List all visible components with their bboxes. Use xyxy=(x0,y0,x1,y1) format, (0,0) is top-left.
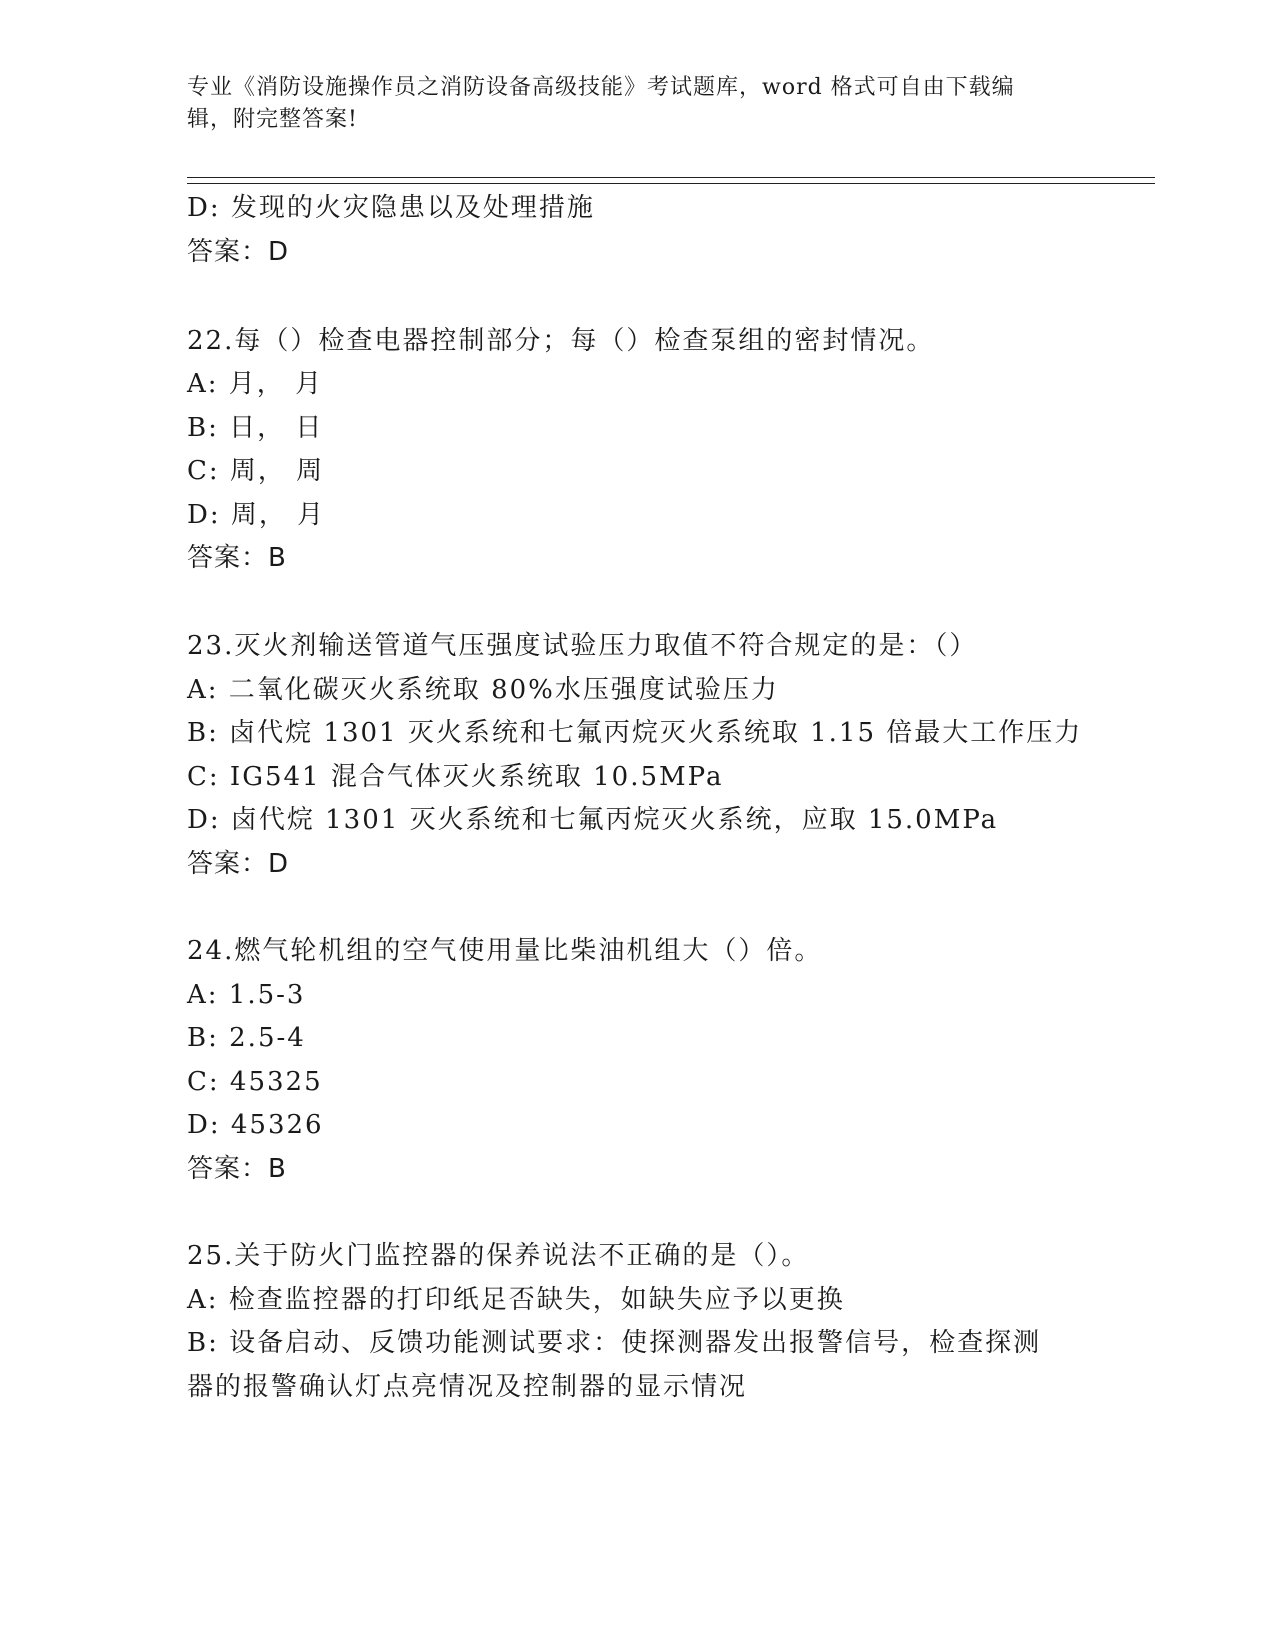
q22-answer: 答案：B xyxy=(187,543,287,573)
q22-question: 22.每（）检查电器控制部分；每（）检查泵组的密封情况。 xyxy=(187,326,935,356)
q25-option-b-line-1: B: 设备启动、反馈功能测试要求：使探测器发出报警信号，检查探测 xyxy=(187,1328,1042,1358)
header-intro-line-2: 辑，附完整答案! xyxy=(187,107,358,132)
header-intro-line-1: 专业《消防设施操作员之消防设备高级技能》考试题库，word 格式可自由下载编 xyxy=(187,75,1015,100)
q25-option-a: A: 检查监控器的打印纸足否缺失，如缺失应予以更换 xyxy=(187,1285,845,1315)
q24-question: 24.燃气轮机组的空气使用量比柴油机组大（）倍。 xyxy=(187,936,823,966)
document-header xyxy=(187,72,1087,136)
q24-answer: 答案：B xyxy=(187,1154,287,1184)
q25-question: 25.关于防火门监控器的保养说法不正确的是（）。 xyxy=(187,1241,810,1271)
q23-option-d: D: 卤代烷 1301 灭火系统和七氟丙烷灭火系统，应取 15.0MPa xyxy=(187,805,999,835)
q22-option-a: A: 月， 月 xyxy=(187,369,324,399)
q24-option-a: A: 1.5-3 xyxy=(187,980,306,1010)
prev-option-d: D: 发现的火灾隐患以及处理措施 xyxy=(187,193,595,223)
q24-option-b: B: 2.5-4 xyxy=(187,1023,306,1053)
q22-option-d: D: 周， 月 xyxy=(187,500,326,530)
q23-option-c: C: IG541 混合气体灭火系统取 10.5MPa xyxy=(187,762,724,792)
q25-option-b-line-2: 器的报警确认灯点亮情况及控制器的显示情况 xyxy=(187,1372,748,1402)
q23-answer: 答案：D xyxy=(187,849,290,879)
header-divider-bottom xyxy=(187,183,1155,184)
q23-option-b: B: 卤代烷 1301 灭火系统和七氟丙烷灭火系统取 1.15 倍最大工作压力 xyxy=(187,718,1083,748)
q23-option-a: A: 二氧化碳灭火系统取 80%水压强度试验压力 xyxy=(187,675,779,705)
q24-option-c: C: 45325 xyxy=(187,1067,323,1097)
q22-option-b: B: 日， 日 xyxy=(187,413,324,443)
q24-option-d: D: 45326 xyxy=(187,1110,324,1140)
prev-answer: 答案：D xyxy=(187,237,290,267)
q22-option-c: C: 周， 周 xyxy=(187,456,325,486)
q23-question: 23.灭火剂输送管道气压强度试验压力取值不符合规定的是：（） xyxy=(187,631,978,661)
header-divider-top xyxy=(187,177,1155,178)
